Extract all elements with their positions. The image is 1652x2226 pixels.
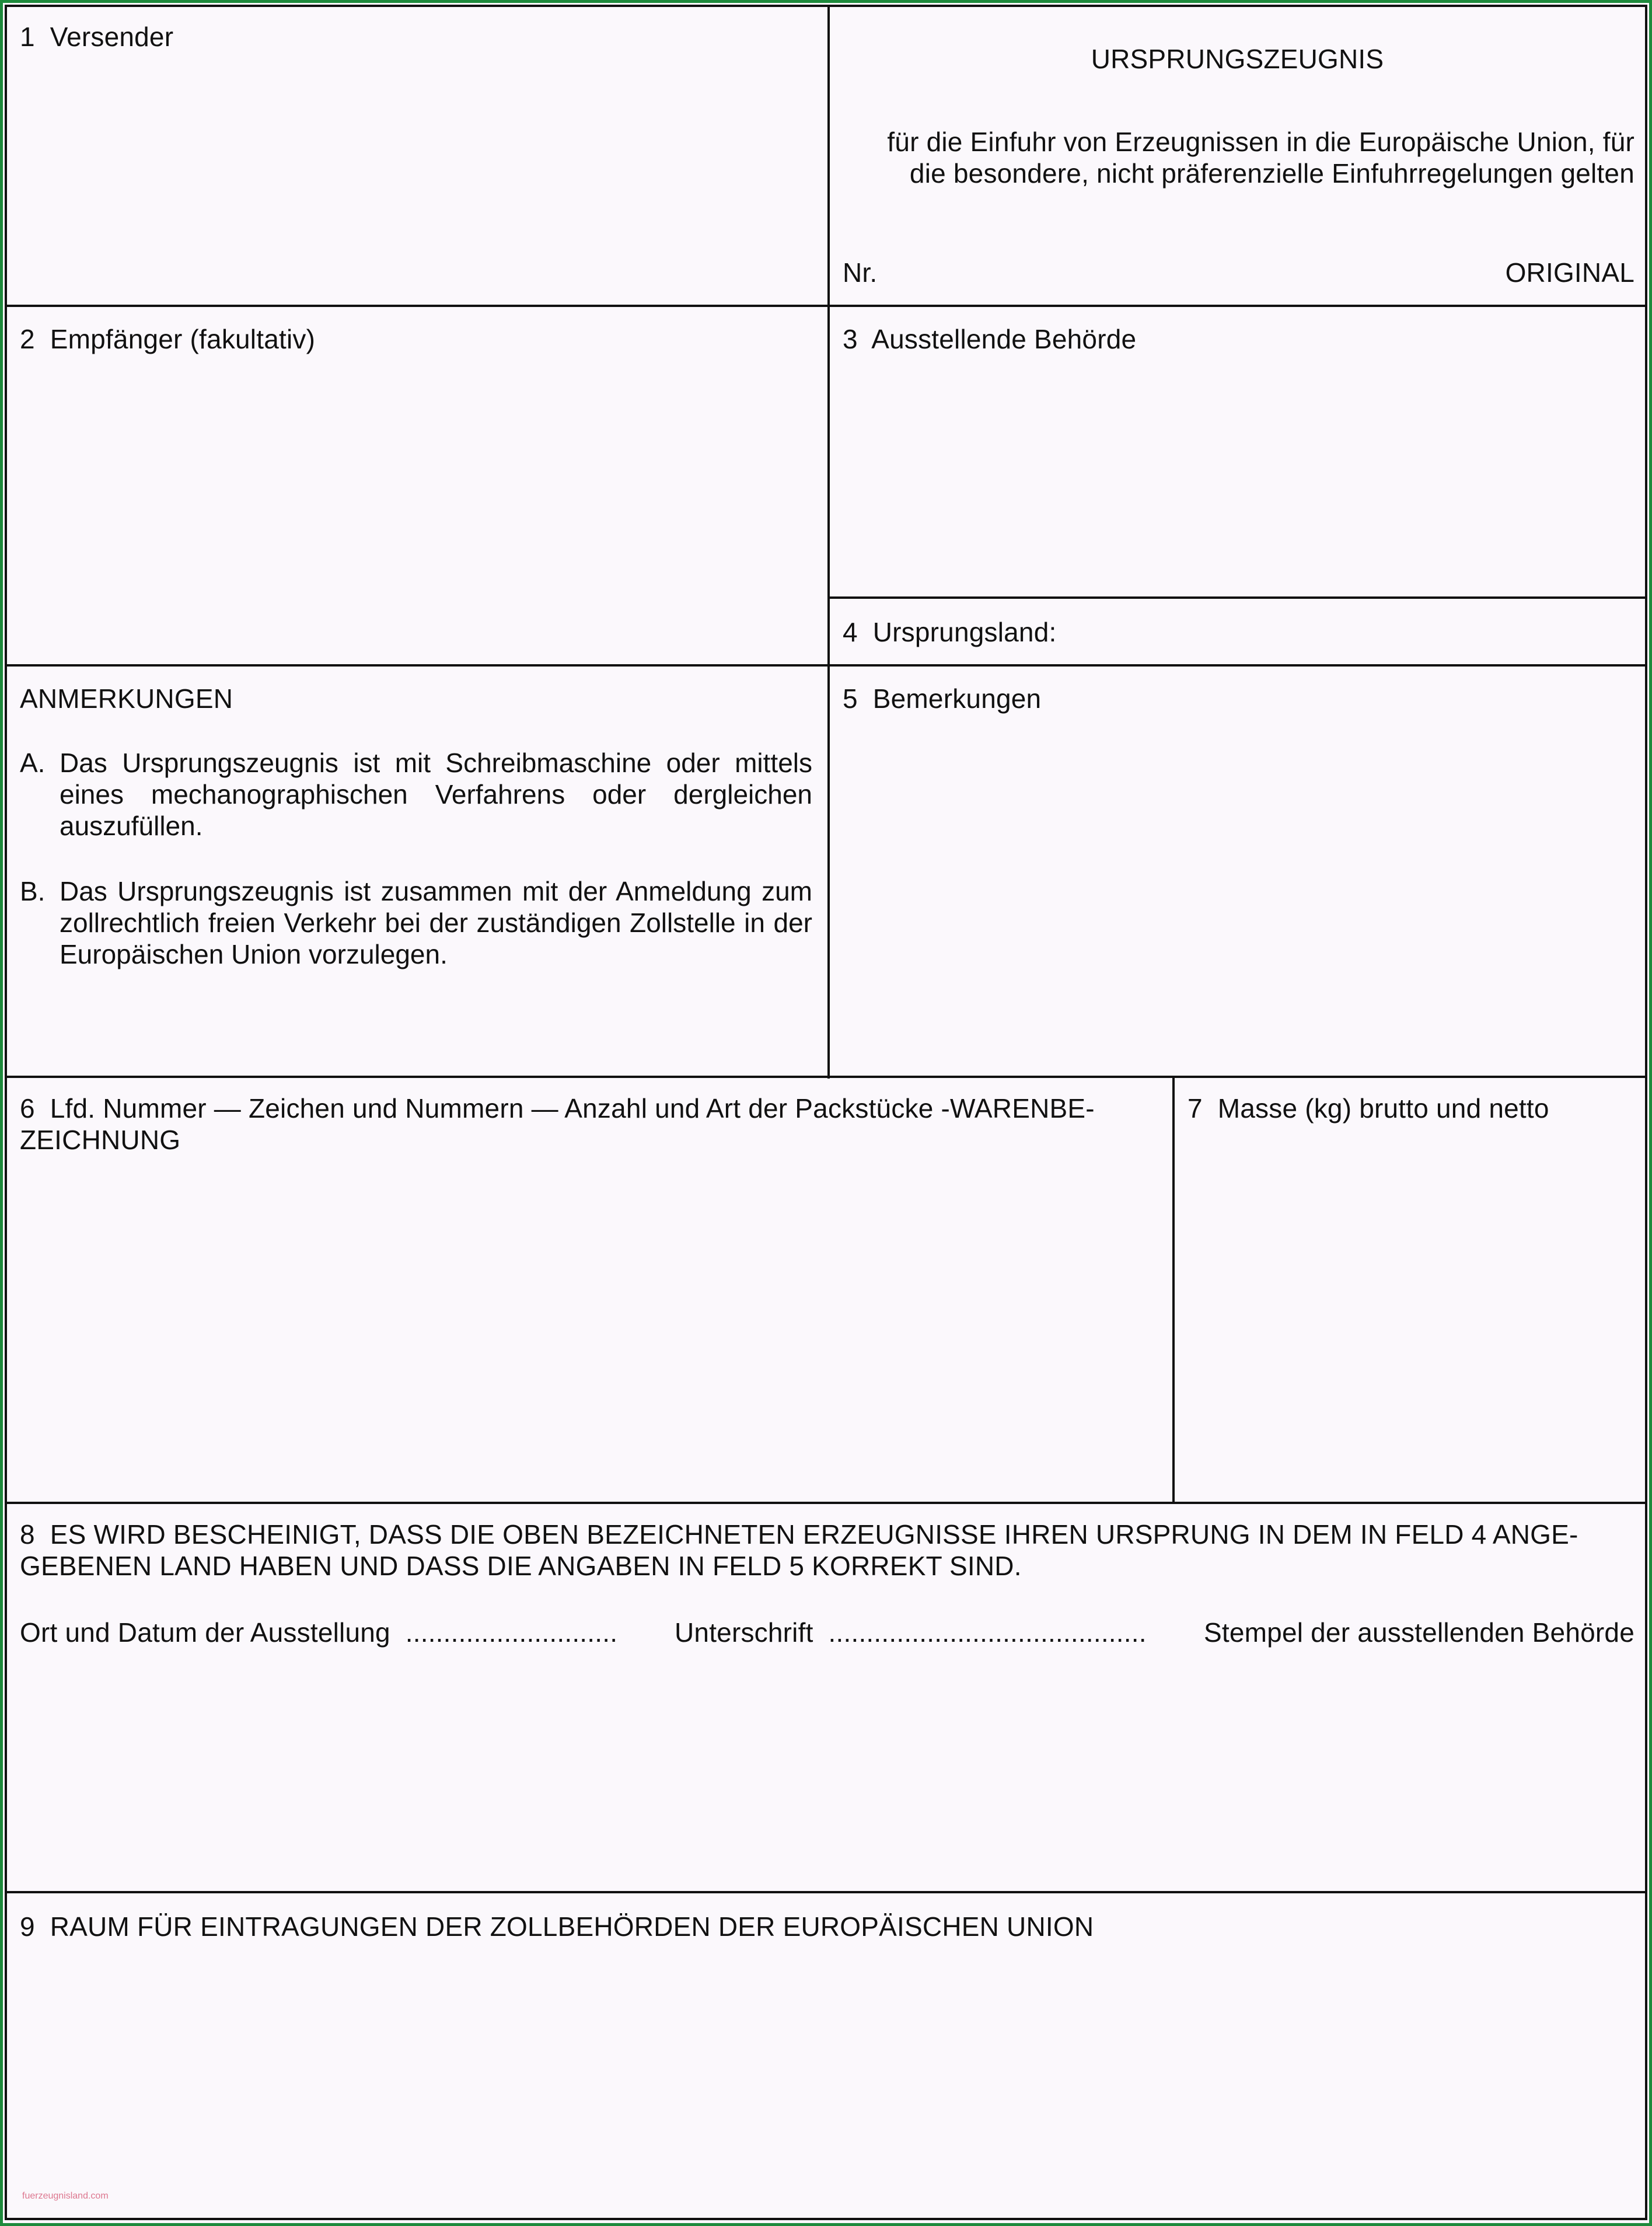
certification-line1: 8 ES WIRD BESCHEINIGT, DASS DIE OBEN BEZEICHNETEN ERZEUGNISSE IHREN URSPRUNG IN DEM IN FELD 4 ANGE- [20, 1519, 1578, 1550]
divider-row-3 [7, 1076, 1645, 1078]
note-b-marker: B. [20, 876, 46, 906]
document-subtitle-line1: für die Einfuhr von Erzeugnissen in die Europäische Union, für [887, 127, 1634, 157]
document-subtitle-line2: die besondere, nicht präferenzielle Einfuhrregelungen gelten [909, 158, 1634, 189]
watermark: fuerzeugnisland.com [22, 2191, 109, 2201]
note-b-text: Das Ursprungszeugnis ist zusammen mit der Anmeldung zum zollrechtlich freien Verkehr bei der zuständigen Zollstelle in der Europäischen Union vorzulegen. [60, 876, 812, 969]
divider-row-3-4 [827, 596, 1645, 599]
field-1-label: 1 Versender [20, 22, 174, 52]
divider-row-5 [7, 1891, 1645, 1893]
field-6-label-line1: 6 Lfd. Nummer — Zeichen und Nummern — Anzahl und Art der Packstücke -WARENBE- [20, 1093, 1095, 1124]
field-9-label: 9 RAUM FÜR EINTRAGUNGEN DER ZOLLBEHÖRDEN DER EUROPÄISCHEN UNION [20, 1911, 1094, 1942]
stamp-label: Stempel der ausstellenden Behörde [1204, 1617, 1634, 1648]
field-7-label: 7 Masse (kg) brutto und netto [1188, 1093, 1549, 1124]
number-label: Nr. [843, 257, 878, 288]
divider-col-7 [1172, 1076, 1175, 1504]
note-a [20, 747, 812, 846]
field-5-label: 5 Bemerkungen [843, 683, 1042, 714]
divider-col-main [827, 7, 830, 1079]
note-a-text: Das Ursprungszeugnis ist mit Schreibmaschine oder mittels eines mechanographischen Verfahrens oder dergleichen auszufüllen. [60, 748, 812, 841]
field-3-label: 3 Ausstellende Behörde [843, 324, 1137, 354]
note-a-marker: A. [20, 748, 46, 778]
field-2-label: 2 Empfänger (fakultativ) [20, 324, 316, 354]
document-title: URSPRUNGSZEUGNIS [1091, 44, 1384, 74]
certification-line2: GEBENEN LAND HABEN UND DASS DIE ANGABEN IN FELD 5 KORREKT SIND. [20, 1551, 1022, 1581]
signature-field: Unterschrift .......................................... [675, 1617, 1147, 1648]
original-label: ORIGINAL [1505, 257, 1634, 288]
notes-heading: ANMERKUNGEN [20, 683, 233, 714]
divider-row-1 [7, 305, 1645, 307]
field-4-label: 4 Ursprungsland: [843, 617, 1057, 647]
divider-row-2 [7, 664, 1645, 667]
place-date-field: Ort und Datum der Ausstellung ............................ [20, 1617, 618, 1648]
note-b [20, 875, 812, 975]
divider-row-4 [7, 1502, 1645, 1504]
certificate-form [5, 5, 1647, 2220]
field-6-label-line2: ZEICHNUNG [20, 1125, 181, 1155]
